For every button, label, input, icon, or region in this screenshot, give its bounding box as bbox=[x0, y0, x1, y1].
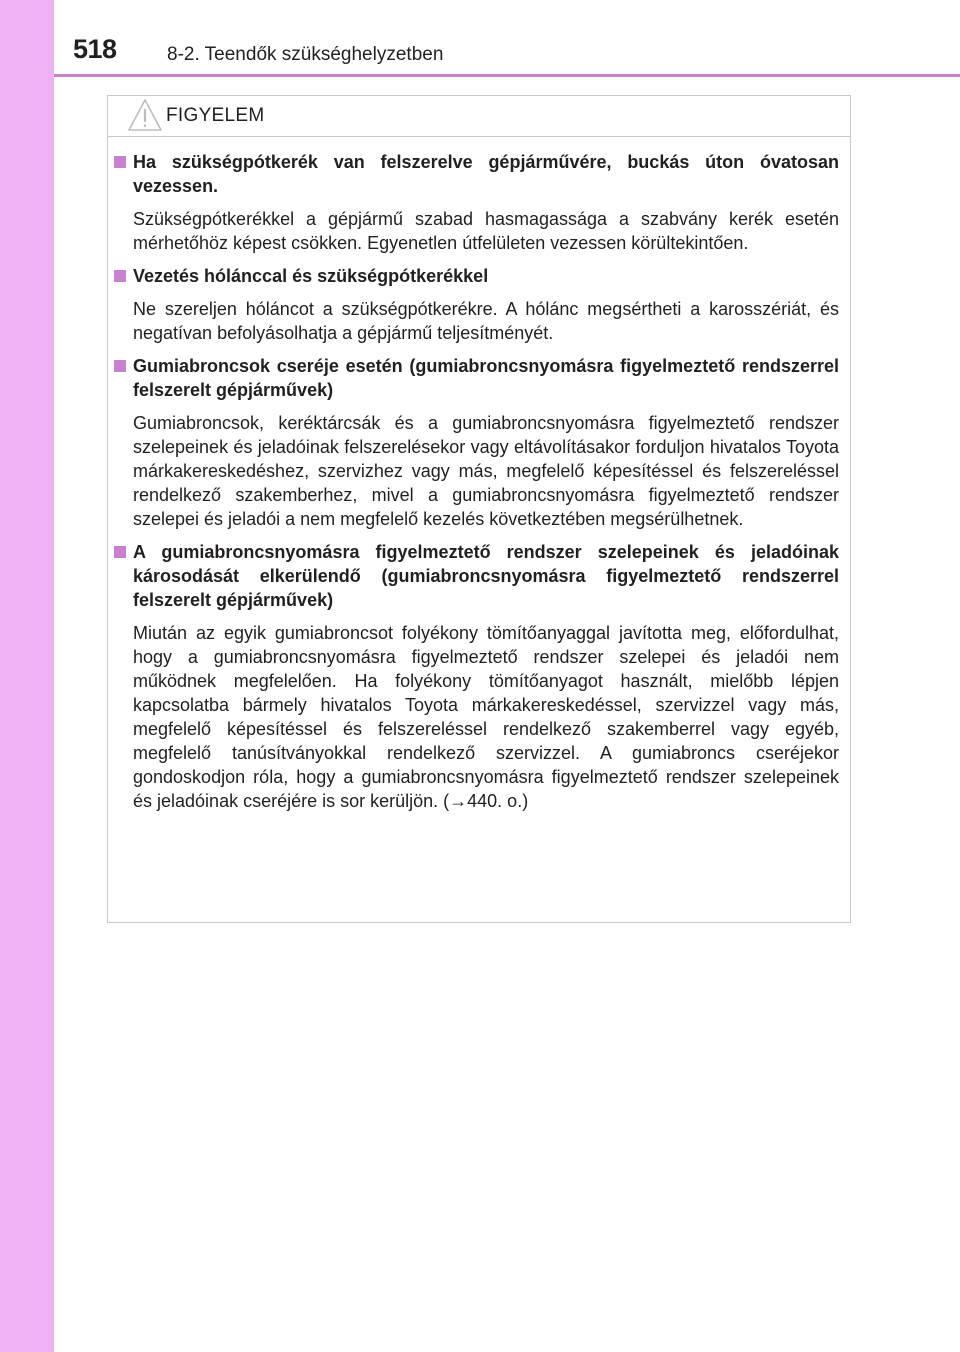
page-header bbox=[54, 0, 960, 76]
warning-item-text: Szükségpótkerékkel a gépjármű szabad hasmagassága a szabvány kerék esetén mérhetőhöz képest csökken. Egyenetlen útfelületen vezessen körültekintően. bbox=[133, 209, 839, 253]
page-number: 518 bbox=[73, 34, 117, 64]
warning-item-text: Gumiabroncsok, keréktárcsák és a gumiabroncsnyomásra figyelmeztető rendszer szelepeinek és jeladóinak felszerelésekor vagy eltávolításakor forduljon hivatalos Toyota márkakereskedéshez, szervizhez vagy más, megfelelő képesítéssel és felszereléssel rendelkező szakemberhez, mivel a gumiabroncsnyomásra figyelmeztető rendszer szelepei és jeladói a nem megfelelő kezelés következtében megsérülhetnek. bbox=[133, 413, 839, 529]
header-rule bbox=[54, 74, 960, 77]
chapter-side-strip bbox=[0, 0, 54, 1352]
warning-header bbox=[108, 96, 850, 137]
warning-item-heading bbox=[108, 264, 850, 288]
warning-item-heading-text: A gumiabroncsnyomásra figyelmeztető rendszer szelepeinek és jeladóinak károsodását elkerülendő (gumiabroncsnyomásra figyelmeztető rendszerrel felszerelt gépjárművek) bbox=[133, 542, 839, 610]
warning-item bbox=[108, 540, 850, 813]
warning-item-heading bbox=[108, 150, 850, 198]
square-bullet-icon bbox=[114, 546, 126, 558]
warning-item-text: Ne szereljen hóláncot a szükségpótkerékre. A hólánc megsértheti a karosszériát, és negatívan befolyásolhatja a gépjármű teljesítményét. bbox=[133, 299, 839, 343]
square-bullet-icon bbox=[114, 156, 126, 168]
warning-item-heading-text: Ha szükségpótkerék van felszerelve gépjárművére, buckás úton óvatosan vezessen. bbox=[133, 152, 839, 196]
warning-item-heading-text: Vezetés hólánccal és szükségpótkerékkel bbox=[133, 266, 489, 286]
section-title: 8-2. Teendők szükséghelyzetben bbox=[167, 44, 444, 65]
warning-item-text: Miután az egyik gumiabroncsot folyékony tömítőanyaggal javította meg, előfordulhat, hogy a gumiabroncsnyomásra figyelmeztető rendszer szelepei és jeladói nem működnek megfelelően. Ha folyékony tömítőanyagot használt, mielőbb lépjen kapcsolatba bármely hivatalos Toyota márkakereskedéssel, szervizzel vagy más, megfelelő képesítéssel és felszereléssel rendelkező szakemberrel vagy egyéb, megfelelő tanúsítványokkal rendelkező szervizzel. A gumiabroncs cseréjekor gondoskodjon róla, hogy a gumiabroncsnyomásra figyelmeztető rendszer szelepeinek és jeladóinak cseréjére is sor kerüljön. (→440. o.) bbox=[133, 623, 839, 811]
warning-body bbox=[108, 150, 850, 822]
square-bullet-icon bbox=[114, 360, 126, 372]
warning-item bbox=[108, 354, 850, 531]
warning-item-heading bbox=[108, 354, 850, 402]
warning-item-heading bbox=[108, 540, 850, 612]
warning-item bbox=[108, 150, 850, 255]
warning-item bbox=[108, 264, 850, 345]
warning-item-heading-text: Gumiabroncsok cseréje esetén (gumiabroncsnyomásra figyelmeztető rendszerrel felszerelt gépjárművek) bbox=[133, 356, 839, 400]
square-bullet-icon bbox=[114, 270, 126, 282]
warning-triangle-icon bbox=[127, 98, 163, 132]
warning-box bbox=[107, 95, 851, 923]
warning-title: FIGYELEM bbox=[166, 105, 265, 126]
